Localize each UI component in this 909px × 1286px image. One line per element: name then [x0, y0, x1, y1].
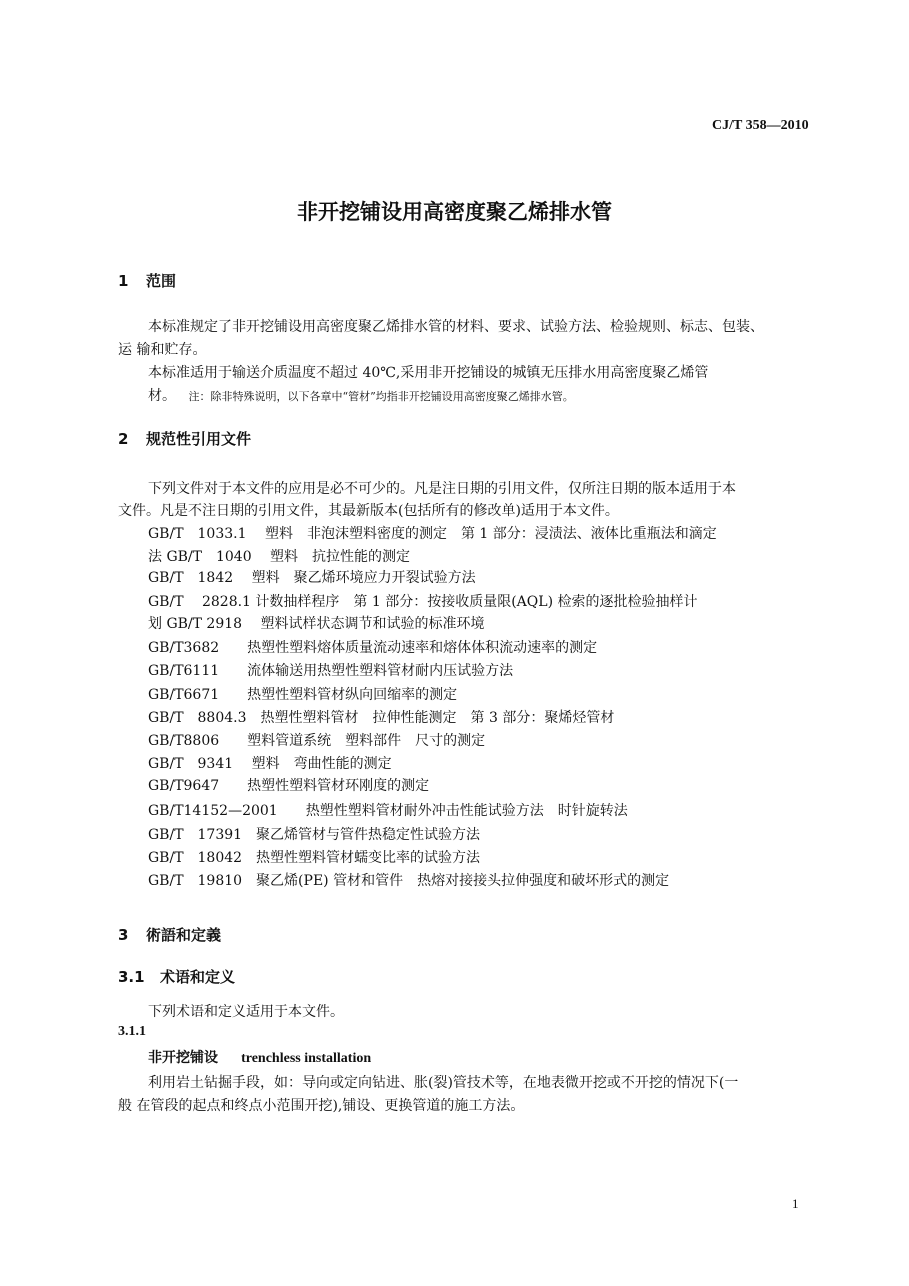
ref-item: GB/T6671 热塑性塑料管材纵向回缩率的测定	[148, 687, 458, 703]
ref-item: GB/T 9341 塑料 弯曲性能的测定	[148, 756, 392, 772]
refs-intro-line-2: 文件。凡是不注日期的引用文件，其最新版本(包括所有的修改单)适用于本文件。	[118, 503, 619, 519]
section-number: 2	[118, 430, 129, 448]
section-2-heading	[118, 428, 251, 449]
section-title: 范围	[146, 272, 177, 290]
ref-item: GB/T 1842 塑料 聚乙烯环境应力开裂试验方法	[148, 570, 476, 586]
section-title: 规范性引用文件	[146, 430, 252, 448]
scope-para-1-line-2: 运 输和贮存。	[118, 342, 207, 358]
section-number: 1	[118, 272, 129, 290]
clause-number: 3.1.1	[118, 1024, 146, 1039]
scope-para-2-tail: 材。	[148, 388, 176, 404]
term-definition-line-2: 般 在管段的起点和终点小范围开挖),铺设、更换管道的施工方法。	[118, 1098, 525, 1114]
scope-para-2-line-2	[148, 385, 574, 405]
terms-intro: 下列术语和定义适用于本文件。	[148, 1004, 344, 1020]
document-title: 非开挖铺设用高密度聚乙烯排水管	[297, 200, 612, 224]
section-number: 3	[118, 926, 129, 944]
ref-item: GB/T3682 热塑性塑料熔体质量流动速率和熔体体积流动速率的测定	[148, 640, 598, 656]
term-chinese: 非开挖铺设	[148, 1050, 218, 1066]
scope-note: 注：除非特殊说明，以下各章中“管材”均指非开挖铺设用高密度聚乙烯排水管。	[188, 390, 574, 403]
term-definition-line-1: 利用岩土钻掘手段，如：导向或定向钻进、胀(裂)管技术等，在地表微开挖或不开挖的情况下(一	[148, 1075, 739, 1091]
ref-item: GB/T 8804.3 热塑性塑料管材 拉伸性能测定 第 3 部分：聚烯烃管材	[148, 710, 615, 726]
ref-item: GB/T9647 热塑性塑料管材环刚度的测定	[148, 778, 430, 794]
ref-item: GB/T 19810 聚乙烯(PE) 管材和管件 热熔对接接头拉伸强度和破坏形式的测定	[148, 873, 670, 889]
ref-item: GB/T 17391 聚乙烯管材与管件热稳定性试验方法	[148, 827, 481, 843]
refs-intro-line-1: 下列文件对于本文件的应用是必不可少的。凡是注日期的引用文件，仅所注日期的版本适用于本	[148, 481, 736, 497]
ref-item: GB/T 18042 热塑性塑料管材蠕变比率的试验方法	[148, 850, 481, 866]
ref-item: 划 GB/T 2918 塑料试样状态调节和试验的标准环境	[148, 616, 485, 632]
standard-code: CJ/T 358—2010	[712, 118, 809, 133]
scope-para-2-line-1: 本标准适用于输送介质温度不超过 40℃,采用非开挖铺设的城镇无压排水用高密度聚乙烯管	[148, 365, 709, 381]
section-3-heading	[118, 924, 221, 945]
ref-item: GB/T6111 流体输送用热塑性塑料管材耐内压试验方法	[148, 663, 514, 679]
scope-para-1-line-1: 本标准规定了非开挖铺设用高密度聚乙烯排水管的材料、要求、试验方法、检验规则、标志、包装、	[148, 319, 764, 335]
ref-item: GB/T14152—2001 热塑性塑料管材耐外冲击性能试验方法 时针旋转法	[148, 803, 628, 819]
term-english: trenchless installation	[241, 1051, 372, 1066]
section-title: 術語和定義	[146, 926, 222, 944]
term-entry	[148, 1047, 371, 1067]
subsection-3-1-heading	[118, 966, 235, 987]
subsection-title: 术语和定义	[160, 968, 236, 986]
ref-item: GB/T 2828.1 计数抽样程序 第 1 部分：按接收质量限(AQL) 检索的逐批检验抽样计	[148, 594, 698, 610]
subsection-number: 3.1	[118, 968, 145, 986]
ref-item: GB/T8806 塑料管道系统 塑料部件 尺寸的测定	[148, 733, 486, 749]
ref-item: GB/T 1033.1 塑料 非泡沫塑料密度的测定 第 1 部分：浸渍法、液体比重瓶法和滴定	[148, 526, 717, 542]
page-number: 1	[792, 1196, 799, 1211]
section-1-heading	[118, 270, 176, 291]
ref-item: 法 GB/T 1040 塑料 抗拉性能的测定	[148, 549, 411, 565]
